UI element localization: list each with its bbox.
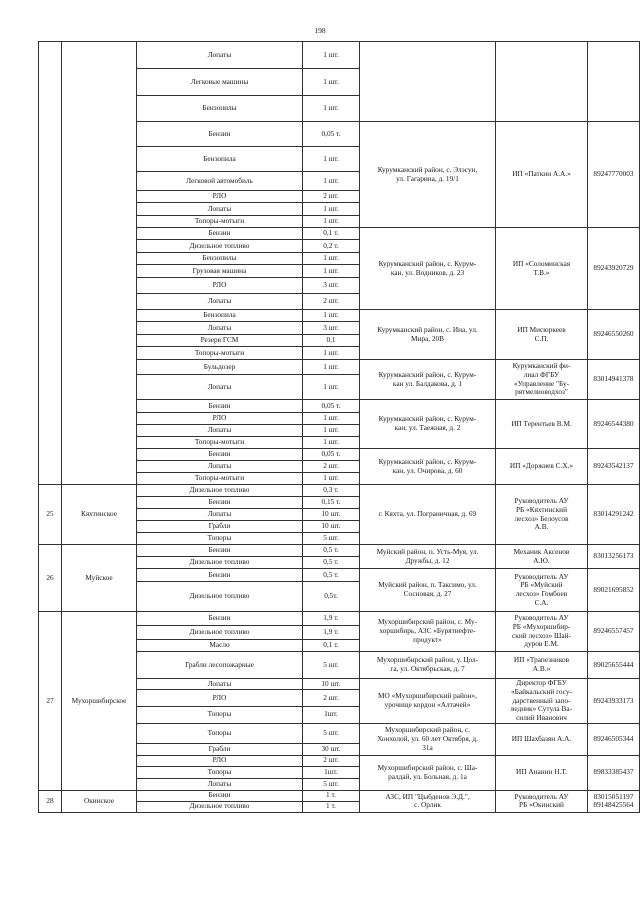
resource-name: Легковые машины: [137, 69, 303, 96]
contact-phone: [588, 42, 640, 122]
storage-address: Мухоршибирский район, у. Цол- га, ул. Октябрьская, д. 7: [360, 652, 496, 679]
resource-name: Топоры-мотыги: [137, 437, 303, 449]
page-number: 198: [314, 26, 326, 35]
resource-quantity: 0,2 т.: [303, 240, 360, 253]
contact-phone: 89246550260: [588, 310, 640, 360]
resource-name: Лопаты: [137, 375, 303, 400]
section-number: 27: [39, 612, 62, 791]
resource-name: Дизельное топливо: [137, 240, 303, 253]
resource-name: Легковой автомобиль: [137, 172, 303, 191]
resource-quantity: 2 шт.: [303, 191, 360, 203]
table-row: [39, 790, 640, 801]
resource-name: Топоры-мотыги: [137, 347, 303, 360]
responsible-organization: Руководитель АУ РБ «Мухоршибир- ский лесхоз» Шай- дуров Е.М.: [496, 612, 588, 652]
resource-quantity: 0,05 т.: [303, 122, 360, 147]
storage-address: АЗС, ИП "Цыбденов Э.Д.", с. Орлик: [360, 790, 496, 812]
resource-name: Бензин: [137, 545, 303, 557]
storage-address: г. Кяхта, ул. Пограничная, д. 69: [360, 485, 496, 545]
responsible-organization: [496, 42, 588, 122]
storage-address: Курумканский район, с. Курум- кан, ул. Очирова, д. 60: [360, 449, 496, 485]
resource-quantity: 0,5 т.: [303, 557, 360, 569]
storage-address: Курумканский район, с. Курум- кан ул. Балдакова, д. 1: [360, 360, 496, 400]
resource-quantity: 1шт.: [303, 766, 360, 778]
resource-quantity: 1 шт.: [303, 172, 360, 191]
responsible-organization: Директор ФГБУ «Байкальский госу- дарственный запо- ведник» Сутула Ва- силий Иванович: [496, 679, 588, 724]
storage-address: Курумканский район, с. Ина, ул. Мира, 20В: [360, 310, 496, 360]
resource-quantity: 1,9 т.: [303, 612, 360, 626]
resource-quantity: 2 шт.: [303, 461, 360, 473]
resource-quantity: 0,5т.: [303, 582, 360, 612]
resource-name: Бензин: [137, 400, 303, 413]
resource-name: Лопаты: [137, 778, 303, 790]
resource-name: Бензин: [137, 790, 303, 801]
resource-quantity: 5 шт.: [303, 723, 360, 743]
contact-phone: 89025655444: [588, 652, 640, 679]
section-number: [39, 42, 62, 485]
resource-quantity: 1 шт.: [303, 360, 360, 375]
resource-quantity: 5 шт.: [303, 533, 360, 545]
responsible-organization: ИП «Трапезников А.В.»: [496, 652, 588, 679]
resource-quantity: 3 шт.: [303, 322, 360, 335]
contact-phone: 89247770003: [588, 122, 640, 228]
responsible-organization: Руководитель АУ РБ «Кяхтинский лесхоз» Белоусов А.В.: [496, 485, 588, 545]
storage-address: Курумканский район, с. Курум- кан, ул. Водников, д. 23: [360, 228, 496, 310]
resource-name: Дизельное топливо: [137, 626, 303, 640]
resource-name: Бензин: [137, 228, 303, 240]
resource-name: Топоры: [137, 533, 303, 545]
contact-phone: 83014941378: [588, 360, 640, 400]
storage-address: Мухоршибирский район, с. Му- хоршибирь, АЗС «Бурятнефте- продукт»: [360, 612, 496, 652]
resource-name: Лопаты: [137, 679, 303, 690]
resource-quantity: 10 шт.: [303, 521, 360, 533]
responsible-organization: Руководитель АУ РБ «Муйский лесхоз» Гомбоев С.А.: [496, 569, 588, 612]
resource-name: Бензопила: [137, 310, 303, 322]
resource-quantity: 1 шт.: [303, 96, 360, 122]
resource-name: Бульдозер: [137, 360, 303, 375]
resource-name: Топоры: [137, 723, 303, 743]
resource-quantity: 1 т.: [303, 790, 360, 801]
resource-quantity: 1 шт.: [303, 425, 360, 437]
responsible-organization: Руководитель АУ РБ «Окинский: [496, 790, 588, 812]
resource-quantity: 30 шт.: [303, 743, 360, 755]
responsible-organization: ИП «Паткин А.А.»: [496, 122, 588, 228]
resource-quantity: 1 шт.: [303, 413, 360, 425]
responsible-organization: ИП Мисюркеев С.П.: [496, 310, 588, 360]
table-row: [39, 42, 640, 69]
district-name: Кяхтинское: [62, 485, 137, 545]
responsible-organization: ИП Шахбазян А.А.: [496, 723, 588, 755]
table-row: [39, 545, 640, 557]
resource-quantity: 0,5 т.: [303, 569, 360, 582]
section-number: 28: [39, 790, 62, 812]
resources-table: [38, 41, 640, 813]
resource-quantity: 10 шт.: [303, 679, 360, 690]
resource-quantity: 0,1 т.: [303, 228, 360, 240]
resource-name: Лопаты: [137, 425, 303, 437]
resource-quantity: 2 шт.: [303, 294, 360, 310]
resource-quantity: 1 шт.: [303, 42, 360, 69]
resource-name: РЛО: [137, 413, 303, 425]
resource-name: Дизельное топливо: [137, 801, 303, 812]
resource-quantity: 0,3 т.: [303, 485, 360, 497]
resource-name: Лопаты: [137, 203, 303, 216]
resource-name: Лопаты: [137, 322, 303, 335]
storage-address: [360, 42, 496, 122]
resource-name: Дизельное топливо: [137, 582, 303, 612]
district-name: Мухоршибирское: [62, 612, 137, 791]
resource-quantity: 1шт.: [303, 706, 360, 723]
resource-name: Топоры: [137, 706, 303, 723]
resource-name: Дизельное топливо: [137, 557, 303, 569]
resource-quantity: 2 шт.: [303, 690, 360, 707]
resource-quantity: 10 шт.: [303, 509, 360, 521]
table-row: [39, 612, 640, 626]
district-name: Окинское: [62, 790, 137, 812]
contact-phone: 89246557457: [588, 612, 640, 652]
table-row: [39, 485, 640, 497]
contact-phone: 89833385437: [588, 755, 640, 790]
resource-quantity: 5 шт.: [303, 778, 360, 790]
resource-name: Лопаты: [137, 294, 303, 310]
resource-quantity: 1 шт.: [303, 310, 360, 322]
storage-address: Муйский район, п. Усть-Муя, ул. Дружбы, д. 12: [360, 545, 496, 569]
resource-quantity: 0,05 т.: [303, 449, 360, 461]
resource-quantity: 0,5 т.: [303, 545, 360, 557]
contact-phone: 89246544380: [588, 400, 640, 449]
resource-quantity: 1 шт.: [303, 216, 360, 228]
resource-quantity: 1 шт.: [303, 253, 360, 265]
resource-name: Бензин: [137, 569, 303, 582]
contact-phone: 83015051197 89148425564: [588, 790, 640, 812]
resource-name: Бензопилы: [137, 253, 303, 265]
resource-name: Лопаты: [137, 42, 303, 69]
contact-phone: 83013256173: [588, 545, 640, 569]
resource-quantity: 1 шт.: [303, 147, 360, 172]
district-name: [62, 42, 137, 485]
storage-address: Мухоршибирский район, с. Хонхолой, ул. 60 лет Октября, д. 31а: [360, 723, 496, 755]
responsible-organization: ИП «Соломинская Т.В.»: [496, 228, 588, 310]
resource-name: РЛО: [137, 191, 303, 203]
resource-quantity: 1 шт.: [303, 347, 360, 360]
resource-name: Грузовая машина: [137, 265, 303, 278]
responsible-organization: ИП Ананин Н.Т.: [496, 755, 588, 790]
resource-name: Грабли: [137, 743, 303, 755]
resource-quantity: 1 т.: [303, 801, 360, 812]
resource-quantity: 5 шт.: [303, 652, 360, 679]
resource-name: Бензопилы: [137, 96, 303, 122]
resource-name: Бензин: [137, 122, 303, 147]
storage-address: Курумканский район, с. Курум- кан, ул. Таежная, д. 2: [360, 400, 496, 449]
resource-name: Лопаты: [137, 461, 303, 473]
resource-quantity: 1 шт.: [303, 265, 360, 278]
resource-name: Бензин: [137, 612, 303, 626]
resource-quantity: 1 шт.: [303, 69, 360, 96]
section-number: 26: [39, 545, 62, 612]
contact-phone: 89246505344: [588, 723, 640, 755]
responsible-organization: ИП «Доржиев С.Х.»: [496, 449, 588, 485]
resource-quantity: 1 шт.: [303, 375, 360, 400]
resource-name: Резерв ГСМ: [137, 335, 303, 347]
contact-phone: 89021695852: [588, 569, 640, 612]
resource-name: РЛО: [137, 755, 303, 766]
resource-quantity: 3 шт.: [303, 278, 360, 294]
resource-quantity: 1,9 т.: [303, 626, 360, 640]
resource-name: Бензопила: [137, 147, 303, 172]
storage-address: Курумканский район, с. Элэсун, ул. Гагарина, д. 19/1: [360, 122, 496, 228]
responsible-organization: Механик Аксенов А.Ю.: [496, 545, 588, 569]
district-name: Муйское: [62, 545, 137, 612]
resource-name: Масло: [137, 640, 303, 652]
resource-name: Топоры-мотыги: [137, 473, 303, 485]
resource-quantity: 1 шт.: [303, 473, 360, 485]
contact-phone: 83014291242: [588, 485, 640, 545]
resource-name: Грабли: [137, 521, 303, 533]
storage-address: МО «Мухоршибирский район», урочище кордон «Алтачей»: [360, 679, 496, 724]
resource-name: РЛО: [137, 278, 303, 294]
storage-address: Муйский район, п. Таксимо, ул. Сосновая, д. 27: [360, 569, 496, 612]
resource-quantity: 2 шт.: [303, 755, 360, 766]
resource-quantity: 0,1 т.: [303, 640, 360, 652]
section-number: 25: [39, 485, 62, 545]
responsible-organization: ИП Терентьев В.М.: [496, 400, 588, 449]
resource-quantity: 0,15 т.: [303, 497, 360, 509]
resource-name: Топоры-мотыги: [137, 216, 303, 228]
resource-name: Бензин: [137, 497, 303, 509]
resource-name: Дизельное топливо: [137, 485, 303, 497]
contact-phone: 89243933173: [588, 679, 640, 724]
storage-address: Мухоршибирский район, с. Ша- ралдай, ул. Больная, д. 1а: [360, 755, 496, 790]
resource-name: Лопаты: [137, 509, 303, 521]
resource-quantity: 1 шт.: [303, 437, 360, 449]
resource-name: Бензин: [137, 449, 303, 461]
contact-phone: 89243542137: [588, 449, 640, 485]
resource-name: Топоры: [137, 766, 303, 778]
resource-quantity: 0,1: [303, 335, 360, 347]
resource-quantity: 0,05 т.: [303, 400, 360, 413]
resource-name: Грабли лесопожарные: [137, 652, 303, 679]
contact-phone: 89243920729: [588, 228, 640, 310]
resource-quantity: 1 шт.: [303, 203, 360, 216]
resource-name: РЛО: [137, 690, 303, 707]
responsible-organization: Курумканский фи- лиал ФГБУ «Управление "Бу- рятмелиоводхоз": [496, 360, 588, 400]
